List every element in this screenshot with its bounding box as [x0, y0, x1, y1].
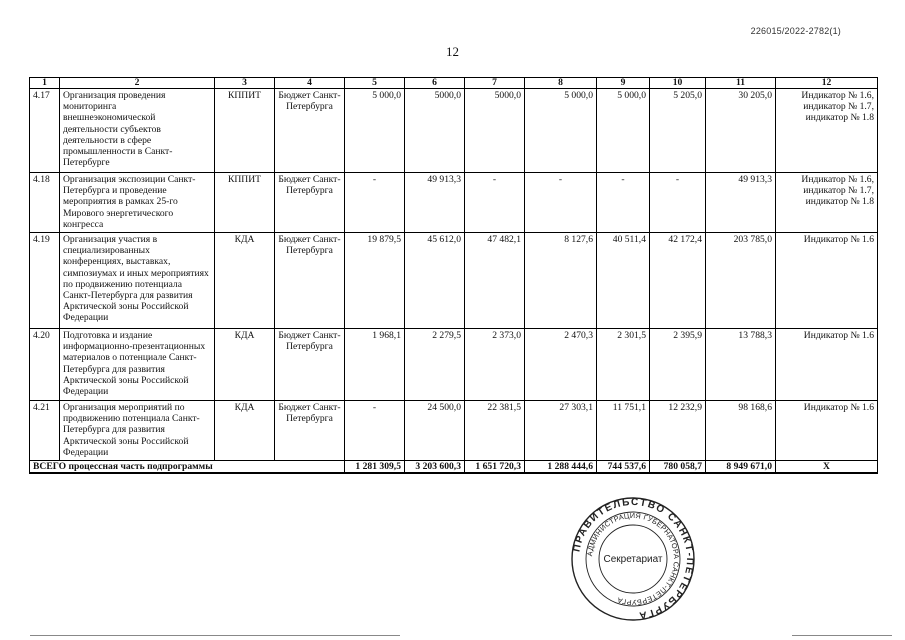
indicator: Индикатор № 1.6, индикатор № 1.7, индикатор № 1.8	[776, 173, 878, 233]
header-cell: 12	[776, 78, 878, 89]
total-mark: X	[776, 461, 878, 474]
header-cell: 11	[706, 78, 776, 89]
amount-cell: 2 470,3	[525, 329, 597, 401]
indicator: Индикатор № 1.6	[776, 401, 878, 461]
total-amount: 8 949 671,0	[706, 461, 776, 474]
header-cell: 9	[597, 78, 650, 89]
amount-total: 203 785,0	[706, 233, 776, 329]
total-amount: 780 058,7	[650, 461, 706, 474]
amount-cell: 2 373,0	[465, 329, 525, 401]
executor: КДА	[215, 233, 275, 329]
header-cell: 2	[60, 78, 215, 89]
amount-cell: 49 913,3	[405, 173, 465, 233]
header-cell: 8	[525, 78, 597, 89]
amount-cell: 1 968,1	[345, 329, 405, 401]
total-amount: 744 537,6	[597, 461, 650, 474]
activity-name: Организация мероприятий по продвижению потенциала Санкт-Петербурга для развития Арктической зоны Российской Федерации	[60, 401, 215, 461]
amount-cell: 22 381,5	[465, 401, 525, 461]
table-row	[30, 329, 878, 401]
amount-cell: 5 000,0	[345, 89, 405, 173]
funding-source: Бюджет Санкт-Петербурга	[275, 173, 345, 233]
row-number: 4.17	[30, 89, 60, 173]
indicator: Индикатор № 1.6	[776, 329, 878, 401]
stamp-middle-text: АДМИНИСТРАЦИЯ ГУБЕРНАТОРА САНКТ-ПЕТЕРБУРГА	[585, 510, 682, 608]
amount-cell: 24 500,0	[405, 401, 465, 461]
total-label: ВСЕГО процессная часть подпрограммы	[30, 461, 345, 474]
amount-cell: 5 000,0	[597, 89, 650, 173]
activity-name: Подготовка и издание информационно-презентационных материалов о потенциале Санкт-Петербурга для развития Арктической зоны Российской Федерации	[60, 329, 215, 401]
table-row	[30, 401, 878, 461]
executor: КДА	[215, 329, 275, 401]
amount-cell: 27 303,1	[525, 401, 597, 461]
document-number: 226015/2022-2782(1)	[750, 26, 841, 36]
total-amount: 1 651 720,3	[465, 461, 525, 474]
row-number: 4.20	[30, 329, 60, 401]
indicator: Индикатор № 1.6	[776, 233, 878, 329]
amount-cell: -	[525, 173, 597, 233]
amount-cell: -	[597, 173, 650, 233]
activity-name: Организация проведения мониторинга внешнеэкономической деятельности субъектов деятельности в сфере промышленности в Санкт-Петербурге	[60, 89, 215, 173]
header-cell: 3	[215, 78, 275, 89]
funding-source: Бюджет Санкт-Петербурга	[275, 233, 345, 329]
header-cell: 1	[30, 78, 60, 89]
amount-total: 13 788,3	[706, 329, 776, 401]
header-cell: 5	[345, 78, 405, 89]
amount-cell: 45 612,0	[405, 233, 465, 329]
row-number: 4.21	[30, 401, 60, 461]
program-table	[29, 77, 878, 474]
header-row	[30, 78, 878, 89]
row-number: 4.18	[30, 173, 60, 233]
amount-cell: -	[650, 173, 706, 233]
amount-total: 49 913,3	[706, 173, 776, 233]
amount-cell: 2 301,5	[597, 329, 650, 401]
table-row	[30, 89, 878, 173]
executor: КППИТ	[215, 89, 275, 173]
funding-source: Бюджет Санкт-Петербурга	[275, 401, 345, 461]
amount-cell: -	[465, 173, 525, 233]
funding-source: Бюджет Санкт-Петербурга	[275, 329, 345, 401]
amount-cell: -	[345, 173, 405, 233]
header-cell: 6	[405, 78, 465, 89]
header-cell: 7	[465, 78, 525, 89]
total-row	[30, 461, 878, 474]
amount-cell: 8 127,6	[525, 233, 597, 329]
amount-cell: 40 511,4	[597, 233, 650, 329]
page-number: 12	[446, 44, 459, 59]
activity-name: Организация экспозиции Санкт-Петербурга и проведение мероприятия в рамках 25-го Мирового энергетического конгресса	[60, 173, 215, 233]
amount-cell: 5000,0	[465, 89, 525, 173]
stamp-center-text: Секретариат	[603, 554, 663, 565]
funding-source: Бюджет Санкт-Петербурга	[275, 89, 345, 173]
total-amount: 1 281 309,5	[345, 461, 405, 474]
activity-name: Организация участия в специализированных конференциях, выставках, симпозиумах и иных мероприятиях по продвижению потенциала Санкт-Петербурга для развития Арктической зоны Российской Федерации	[60, 233, 215, 329]
amount-cell: 47 482,1	[465, 233, 525, 329]
table-row	[30, 233, 878, 329]
amount-cell: 12 232,9	[650, 401, 706, 461]
header-cell: 4	[275, 78, 345, 89]
amount-cell: 5 205,0	[650, 89, 706, 173]
amount-cell: 5000,0	[405, 89, 465, 173]
executor: КДА	[215, 401, 275, 461]
amount-cell: -	[345, 401, 405, 461]
amount-total: 98 168,6	[706, 401, 776, 461]
amount-cell: 19 879,5	[345, 233, 405, 329]
amount-cell: 11 751,1	[597, 401, 650, 461]
amount-cell: 2 395,9	[650, 329, 706, 401]
executor: КППИТ	[215, 173, 275, 233]
amount-cell: 42 172,4	[650, 233, 706, 329]
stamp-outer-text: ПРАВИТЕЛЬСТВО САНКТ-ПЕТЕРБУРГА	[571, 496, 696, 621]
total-amount: 3 203 600,3	[405, 461, 465, 474]
total-amount: 1 288 444,6	[525, 461, 597, 474]
amount-cell: 2 279,5	[405, 329, 465, 401]
header-cell: 10	[650, 78, 706, 89]
official-stamp	[570, 496, 696, 622]
page-edge-line	[792, 635, 892, 636]
page-edge-line	[30, 635, 400, 636]
indicator: Индикатор № 1.6, индикатор № 1.7, индикатор № 1.8	[776, 89, 878, 173]
row-number: 4.19	[30, 233, 60, 329]
table-row	[30, 173, 878, 233]
amount-cell: 5 000,0	[525, 89, 597, 173]
amount-total: 30 205,0	[706, 89, 776, 173]
